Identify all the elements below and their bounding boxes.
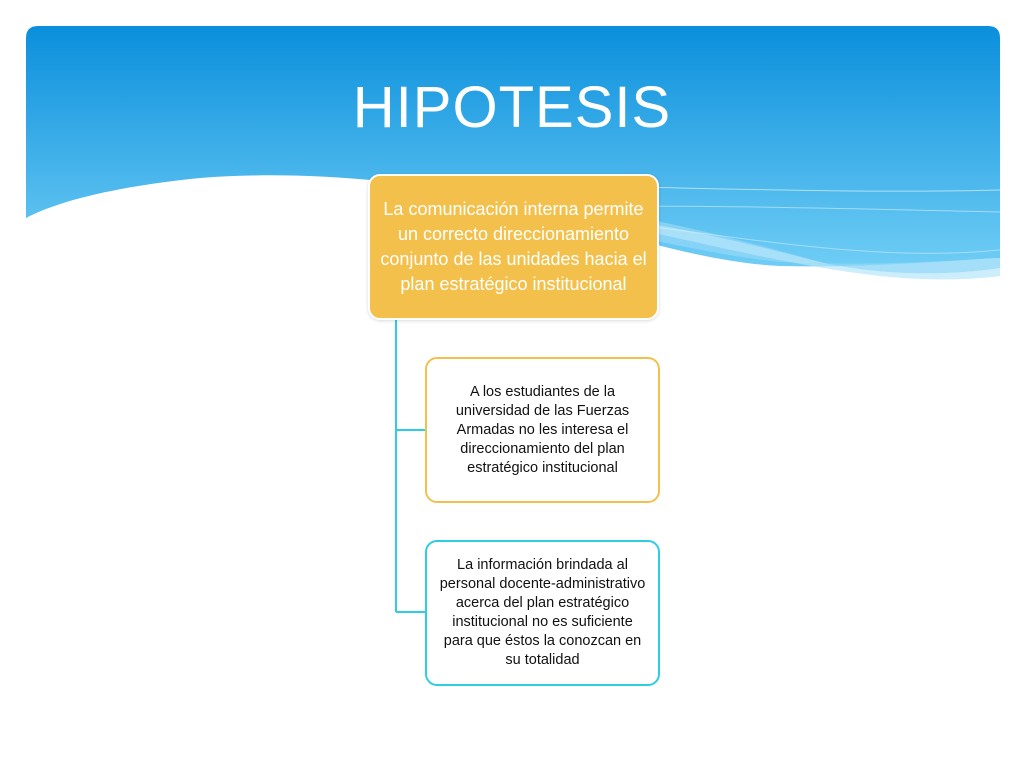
root-hypothesis-box [368,174,659,320]
sub-hypothesis-text-2: La información brindada al personal docente-administrativo acerca del plan estratégico institucional no es suficiente para que éstos la conozcan en su totalidad [439,557,646,668]
slide-title: HIPOTESIS [352,75,672,140]
sub-hypothesis-text-1: A los estudiantes de la universidad de las Fuerzas Armadas no les interesa el direccionamiento del plan estratégico institucional [455,383,630,476]
sub-hypothesis-box-1 [425,357,660,503]
sub-hypothesis-box-2 [425,540,660,686]
root-hypothesis-text: La comunicación interna permite un correcto direccionamiento conjunto de las unidades hacia el plan estratégico institucional [380,199,647,294]
